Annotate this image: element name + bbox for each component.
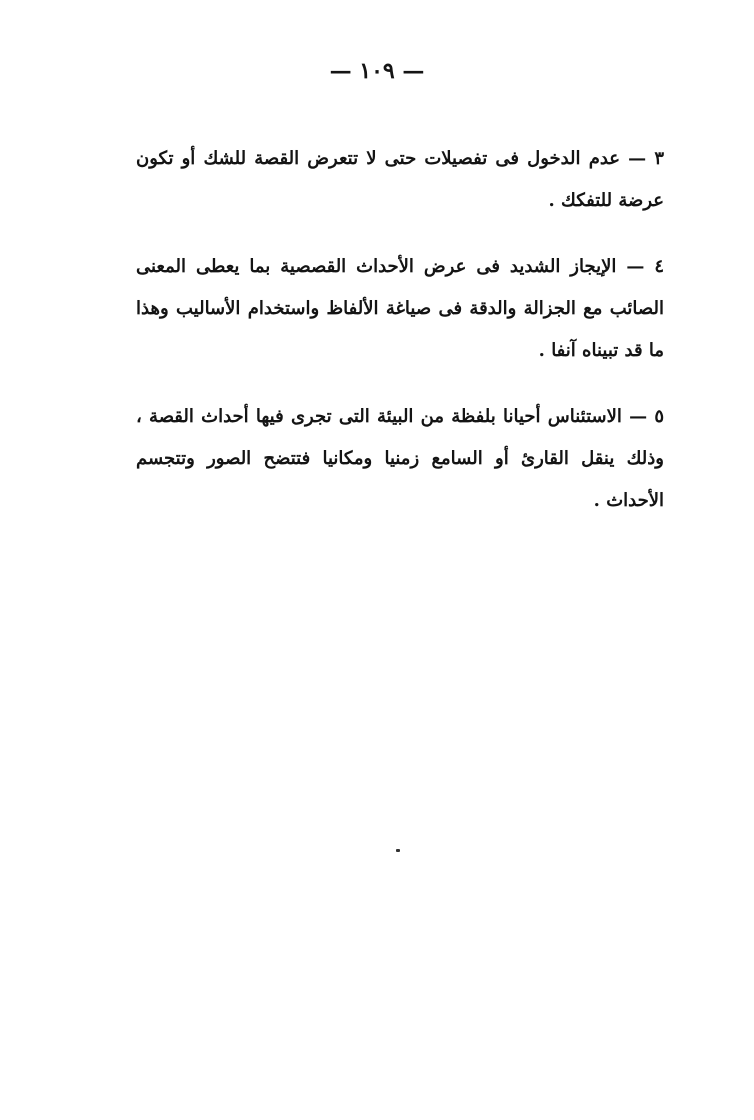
paragraph-point-3: ٣ — عدم الدخول فى تفصيلات حتى لا تتعرض القصة للشك أو تكون عرضة للتفكك . bbox=[136, 148, 664, 211]
body-text bbox=[136, 138, 664, 546]
scan-speck-mark bbox=[396, 849, 400, 852]
paragraph-point-5: ٥ — الاستئناس أحيانا بلفظة من البيئة التى تجرى فيها أحداث القصة ، وذلك ينقل القارئ أو السامع زمنيا ومكانيا فتتضح الصور وتتجسم الأحداث . bbox=[136, 406, 664, 511]
page-number: — ١٠٩ — bbox=[329, 58, 425, 84]
paragraph-point-4: ٤ — الإيجاز الشديد فى عرض الأحداث القصصية بما يعطى المعنى الصائب مع الجزالة والدقة فى صياغة الألفاظ واستخدام الأساليب وهذا ما قد تبيناه آنفا . bbox=[136, 256, 664, 361]
